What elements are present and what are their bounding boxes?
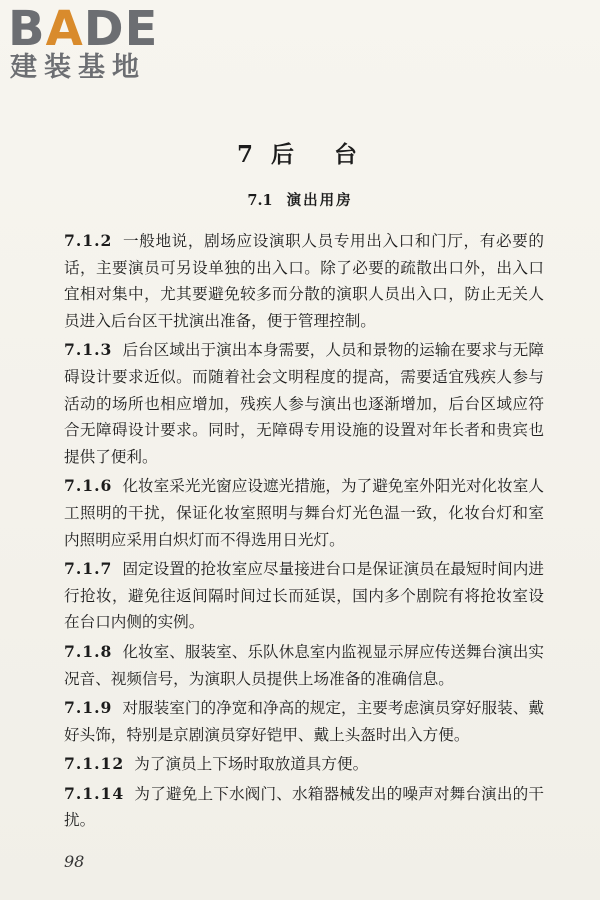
watermark-logo — [8, 1, 178, 84]
clause-number: 7.1.14 — [64, 783, 125, 803]
clause-paragraph — [64, 751, 544, 778]
clause-text: 一般地说，剧场应设演职人员专用出入口和门厅，有必要的话，主要演员可另设单独的出入口。除了必要的疏散出口外，出入口宜相对集中，尤其要避免较多而分散的演职人员出入口，防止无关人员进入后台区干扰演出准备，便于管理控制。 — [64, 232, 544, 330]
clause-text: 固定设置的抢妆室应尽量接进台口是保证演员在最短时间内进行抢妆，避免往返间隔时间过长而延误，国内多个剧院有将抢妆室设在台口内侧的实例。 — [64, 560, 544, 632]
page-number: 98 — [64, 852, 85, 871]
logo-wordmark — [8, 1, 178, 57]
logo-subtitle: 建装基地 — [10, 52, 146, 83]
chapter-title — [0, 136, 600, 169]
section-title — [0, 189, 600, 210]
clause-text: 对服装室门的净宽和净高的规定，主要考虑演员穿好服装、戴好头饰，特别是京剧演员穿好铠甲、戴上头盔时出入方便。 — [64, 699, 544, 744]
chapter-title-part1: 后 — [271, 141, 300, 168]
clause-number: 7.1.9 — [64, 698, 113, 718]
clause-text: 化妆室、服装室、乐队休息室内监视显示屏应传送舞台演出实况音、视频信号，为演职人员提供上场准备的准确信息。 — [64, 642, 544, 688]
clause-number: 7.1.6 — [64, 476, 113, 496]
logo-letter-b: B — [8, 1, 46, 57]
clause-paragraph — [64, 337, 544, 470]
clause-number: 7.1.12 — [64, 754, 125, 774]
clause-paragraph — [64, 781, 544, 834]
clause-list — [64, 228, 544, 837]
clause-text: 后台区域出于演出本身需要，人员和景物的运输在要求与无障碍设计要求近似。而随着社会文明程度的提高，需要适宜残疾人参与活动的场所也相应增加，残疾人参与演出也逐渐增加，后台区域应符合无障碍设计要求。同时，无障碍专用设施的设置对年长者和贵宾也提供了便利。 — [64, 341, 544, 466]
section-title-text: 演出用房 — [286, 192, 353, 209]
clause-text: 为了避免上下水阀门、水箱器械发出的噪声对舞台演出的干扰。 — [64, 784, 544, 830]
chapter-number: 7 — [236, 141, 259, 168]
clause-paragraph — [64, 473, 544, 553]
logo-letter-a: A — [45, 1, 84, 57]
clause-paragraph — [64, 639, 544, 692]
clause-paragraph — [64, 556, 544, 636]
clause-paragraph — [64, 695, 544, 748]
clause-number: 7.1.8 — [64, 641, 113, 661]
clause-text: 为了演员上下场时取放道具方便。 — [134, 755, 369, 774]
clause-paragraph — [64, 228, 544, 334]
section-number: 7.1 — [247, 192, 273, 209]
clause-text: 化妆室采光光窗应设遮光措施，为了避免室外阳光对化妆室人工照明的干扰，保证化妆室照明与舞台灯光色温一致，化妆台灯和室内照明应采用白炽灯而不得选用日光灯。 — [64, 477, 544, 549]
clause-number: 7.1.2 — [64, 231, 113, 250]
clause-number: 7.1.7 — [64, 559, 113, 579]
chapter-title-part2: 台 — [334, 141, 363, 168]
logo-letters-de: DE — [83, 1, 159, 57]
clause-number: 7.1.3 — [64, 340, 113, 360]
